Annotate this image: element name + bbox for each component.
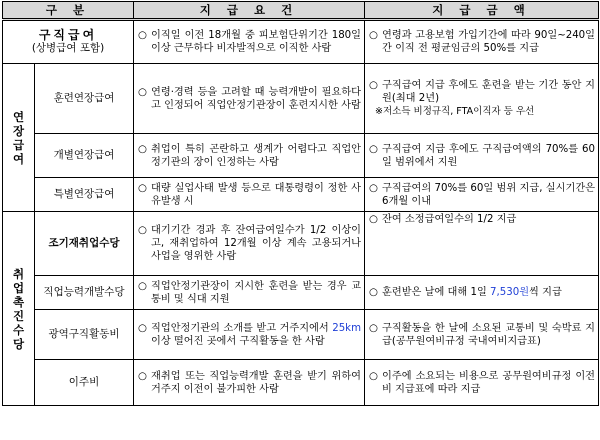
subcategory-name: 훈련연장급여 [35, 64, 134, 134]
amount-text-part: 씩 지급 [529, 287, 562, 298]
bullet-mark: ○ [369, 143, 378, 155]
amount-cell [365, 360, 599, 406]
amount-text: 잔여 소정급여일수의 1/2 지급 [382, 214, 517, 225]
amount-text: 구직급여 지급 후에도 구직급여액의 70%를 60일 범위에서 지원 [382, 143, 596, 168]
amount-cell [365, 134, 599, 178]
requirement-text: 이직일 이전 18개월 중 피보험단위기간 180일 이상 근무하다 비자발적으로 이직한 사람 [151, 30, 362, 54]
group-char: 취 [12, 266, 25, 281]
benefit-table [2, 1, 599, 406]
header-category: 구 분 [3, 2, 134, 20]
subcategory-name: 직업능력개발수당 [35, 276, 134, 310]
bullet-mark: ○ [138, 322, 147, 334]
requirement-cell [134, 20, 365, 64]
bullet-mark: ○ [138, 370, 147, 382]
benefit-table-page [0, 1, 600, 440]
category-name: 구직급여 [38, 28, 98, 42]
bullet-mark: ○ [138, 182, 147, 194]
requirement-text: 연령·경력 등을 고려할 때 능력개발이 필요하다고 인정되어 직업안정기관장이 훈련지시한 사람 [151, 86, 362, 111]
requirement-text [151, 322, 361, 348]
bullet-mark: ○ [369, 182, 378, 194]
bullet-mark: ○ [369, 214, 378, 225]
category-job-seeking [3, 20, 134, 64]
subcategory-name: 이주비 [35, 360, 134, 406]
requirement-text: 취업이 특히 곤란하고 생계가 어렵다고 직업안정기관의 장이 인정하는 사람 [151, 143, 362, 168]
requirement-text-part: 이상 떨어진 곳에서 구직활동을 한 사람 [151, 335, 325, 347]
group-label-extension [3, 64, 35, 212]
amount-note: ※저소득 비정규직, FTA이직자 등 우선 [375, 106, 535, 117]
group-char: 진 [12, 308, 25, 323]
requirement-cell [134, 310, 365, 360]
requirement-cell [134, 212, 365, 276]
group-label-promotion [3, 212, 35, 406]
row-job-seeking [3, 20, 599, 64]
bullet-mark: ○ [138, 30, 147, 41]
amount-cell [365, 20, 599, 64]
group-char: 촉 [12, 294, 25, 309]
bullet-mark: ○ [369, 370, 378, 382]
requirement-cell [134, 276, 365, 310]
requirement-highlight: 25km [332, 322, 362, 334]
requirement-cell [134, 360, 365, 406]
amount-highlight: 7,530원 [490, 287, 530, 298]
row-training-extension [3, 64, 599, 134]
amount-cell [365, 178, 599, 212]
amount-cell [365, 310, 599, 360]
requirement-cell [134, 178, 365, 212]
requirement-text: 대량 실업사태 발생 등으로 대통령령이 정한 사유발생 시 [151, 182, 362, 207]
bullet-mark: ○ [138, 143, 147, 155]
requirement-text: 직업안정기관장이 지시한 훈련을 받는 경우 교통비 및 식대 지원 [151, 280, 362, 305]
row-relocation [3, 360, 599, 406]
header-requirements: 지 급 요 건 [134, 2, 365, 20]
amount-text: 구직급여 지급 후에도 훈련을 받는 기간 동안 지원(최대 2년) [382, 80, 596, 104]
row-special-extension [3, 178, 599, 212]
row-individual-extension [3, 134, 599, 178]
requirement-cell [134, 64, 365, 134]
bullet-mark: ○ [138, 280, 147, 292]
requirement-cell [134, 134, 365, 178]
row-vocational-allowance [3, 276, 599, 310]
bullet-mark: ○ [369, 322, 378, 334]
group-char: 장 [12, 123, 25, 138]
subcategory-name: 특별연장급여 [35, 178, 134, 212]
header-amount: 지 급 금 액 [365, 2, 599, 20]
subcategory-name: 광역구직활동비 [35, 310, 134, 360]
amount-cell [365, 64, 599, 134]
amount-text: 구직급여의 70%를 60일 범위 지급, 실시기간은 6개월 이내 [382, 182, 596, 207]
requirement-text: 재취업 또는 직업능력개발 훈련을 받기 위하여 거주지 이전이 불가피한 사람 [151, 370, 362, 395]
group-char: 업 [12, 280, 25, 295]
row-wide-area-job-search [3, 310, 599, 360]
bullet-mark: ○ [369, 30, 378, 41]
category-subtitle: (상병급여 포함) [31, 42, 105, 54]
bullet-mark: ○ [369, 287, 378, 298]
subcategory-name: 조기재취업수당 [35, 212, 134, 276]
amount-text: 이주에 소요되는 비용으로 공무원여비규정 이전비 지급표에 따라 지급 [382, 370, 596, 395]
amount-cell [365, 212, 599, 276]
requirement-text: 대기기간 경과 후 잔여급여일수가 1/2 이상이고, 재취업하여 12개월 이상 계속 고용되거나 사업을 영위한 사람 [151, 225, 362, 262]
group-char: 수 [12, 322, 25, 337]
bullet-mark: ○ [138, 225, 147, 236]
requirement-text-part: 직업안정기관의 소개를 받고 거주지에서 [151, 322, 333, 334]
amount-cell [365, 276, 599, 310]
amount-text [382, 286, 595, 299]
group-char: 연 [12, 109, 25, 124]
bullet-mark: ○ [369, 80, 378, 91]
group-char: 급 [12, 137, 25, 152]
bullet-mark: ○ [138, 86, 147, 98]
header-row [3, 2, 599, 20]
amount-text-part: 훈련받은 날에 대해 1일 [382, 287, 491, 298]
group-char: 당 [12, 336, 25, 351]
subcategory-name: 개별연장급여 [35, 134, 134, 178]
amount-text: 연령과 고용보험 가입기간에 따라 90일~240일간 이직 전 평균임금의 50%를 지급 [382, 30, 596, 54]
group-char: 여 [12, 151, 25, 166]
row-early-reemployment [3, 212, 599, 276]
amount-text: 구직활동을 한 날에 소요된 교통비 및 숙박료 지급(공무원여비규정 국내여비지급표) [382, 322, 596, 347]
